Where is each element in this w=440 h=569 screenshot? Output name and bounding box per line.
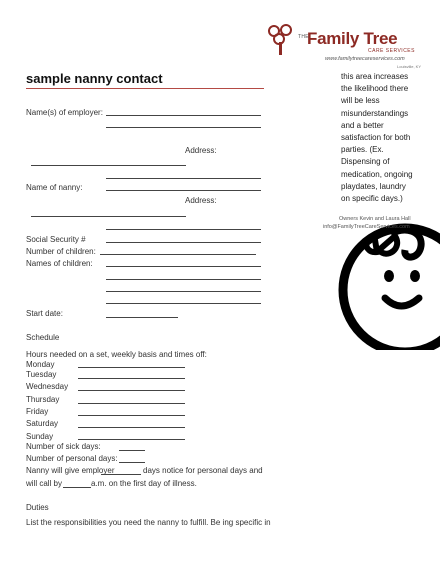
tuesday-field[interactable] [78,378,185,379]
day-friday: Friday [26,407,49,416]
logo-name: Family Tree [307,29,398,48]
children-name-field-1[interactable] [106,266,261,267]
notice-text-2: days notice for personal days and [143,466,263,475]
nanny-address-label: Address: [185,196,217,205]
children-name-field-4[interactable] [106,303,261,304]
sick-days-label: Number of sick days: [26,442,101,451]
thursday-field[interactable] [78,403,185,404]
call-text-1: will call by [26,479,63,488]
names-children-label: Names of children: [26,259,93,268]
sidebar-line: medication, ongoing [341,169,413,179]
start-date-label: Start date: [26,309,63,318]
friday-field[interactable] [78,415,185,416]
ssn-label: Social Security # [26,235,86,244]
logo-care-services: CARE SERVICES [368,48,415,54]
employer-address-field-2[interactable] [31,165,186,166]
sidebar-line: this area increases [341,72,409,81]
info-email: info@FamilyTreeCareServices.com [323,224,410,230]
sidebar-line: on specific days.) [341,194,403,204]
call-time-field[interactable] [63,487,91,488]
sidebar-line: satisfaction for both [341,133,411,143]
logo-the: THE [298,34,309,40]
family-tree-logo-icon [268,24,294,56]
sidebar-line: playdates, laundry [341,181,406,191]
employer-label: Name(s) of employer: [26,108,103,117]
children-name-field-3[interactable] [106,291,261,292]
day-thursday: Thursday [26,395,60,404]
day-sunday: Sunday [26,432,54,441]
sidebar-line: the likelihood there [341,84,409,94]
sidebar-line: misunderstandings [341,108,409,118]
sidebar-line: will be less [341,96,380,106]
nanny-field[interactable] [106,190,261,191]
nanny-label: Name of nanny: [26,183,83,192]
page-title: sample nanny contact [26,71,163,86]
saturday-field[interactable] [78,427,185,428]
num-children-field[interactable] [100,254,256,255]
personal-days-field[interactable] [119,462,145,463]
sick-days-field[interactable] [119,450,145,451]
title-divider [26,88,264,89]
start-date-field[interactable] [106,317,178,318]
hours-label: Hours needed on a set, weekly basis and times off: [26,350,207,359]
nanny-address-field[interactable] [31,216,186,217]
num-children-label: Number of children: [26,247,96,256]
duties-text: List the responsibilities you need the nanny to fulfill. Be ing specific in [26,518,271,527]
nanny-address-field-2[interactable] [106,229,261,230]
logo-location: Louisville, KY [397,64,422,69]
sidebar-line: and a better [341,120,384,130]
employer-field-2[interactable] [106,127,261,128]
schedule-heading: Schedule [26,333,60,342]
sunday-field[interactable] [78,439,185,440]
ssn-field[interactable] [106,242,261,243]
sidebar-line: parties. (Ex. [341,145,384,155]
sidebar-line: Dispensing of [341,157,390,167]
owners-text: Owners Kevin and Laura Hall [339,216,411,222]
logo-url: www.familytreecareservices.com [325,56,405,62]
employer-address-label: Address: [185,146,217,155]
day-wednesday: Wednesday [26,382,69,391]
monday-field[interactable] [78,367,185,368]
day-monday: Monday [26,360,55,369]
day-saturday: Saturday [26,419,59,428]
duties-heading: Duties [26,503,49,512]
personal-days-label: Number of personal days: [26,454,118,463]
notice-days-field[interactable] [101,474,141,475]
smiley-face-icon [333,220,440,350]
sidebar-text [341,71,437,205]
day-tuesday: Tuesday [26,370,57,379]
employer-field[interactable] [106,115,261,116]
call-text-2: a.m. on the first day of illness. [91,479,197,488]
notice-text-1: Nanny will give employer [26,466,115,475]
children-name-field-2[interactable] [106,279,261,280]
employer-address-field[interactable] [106,178,261,179]
wednesday-field[interactable] [78,390,185,391]
